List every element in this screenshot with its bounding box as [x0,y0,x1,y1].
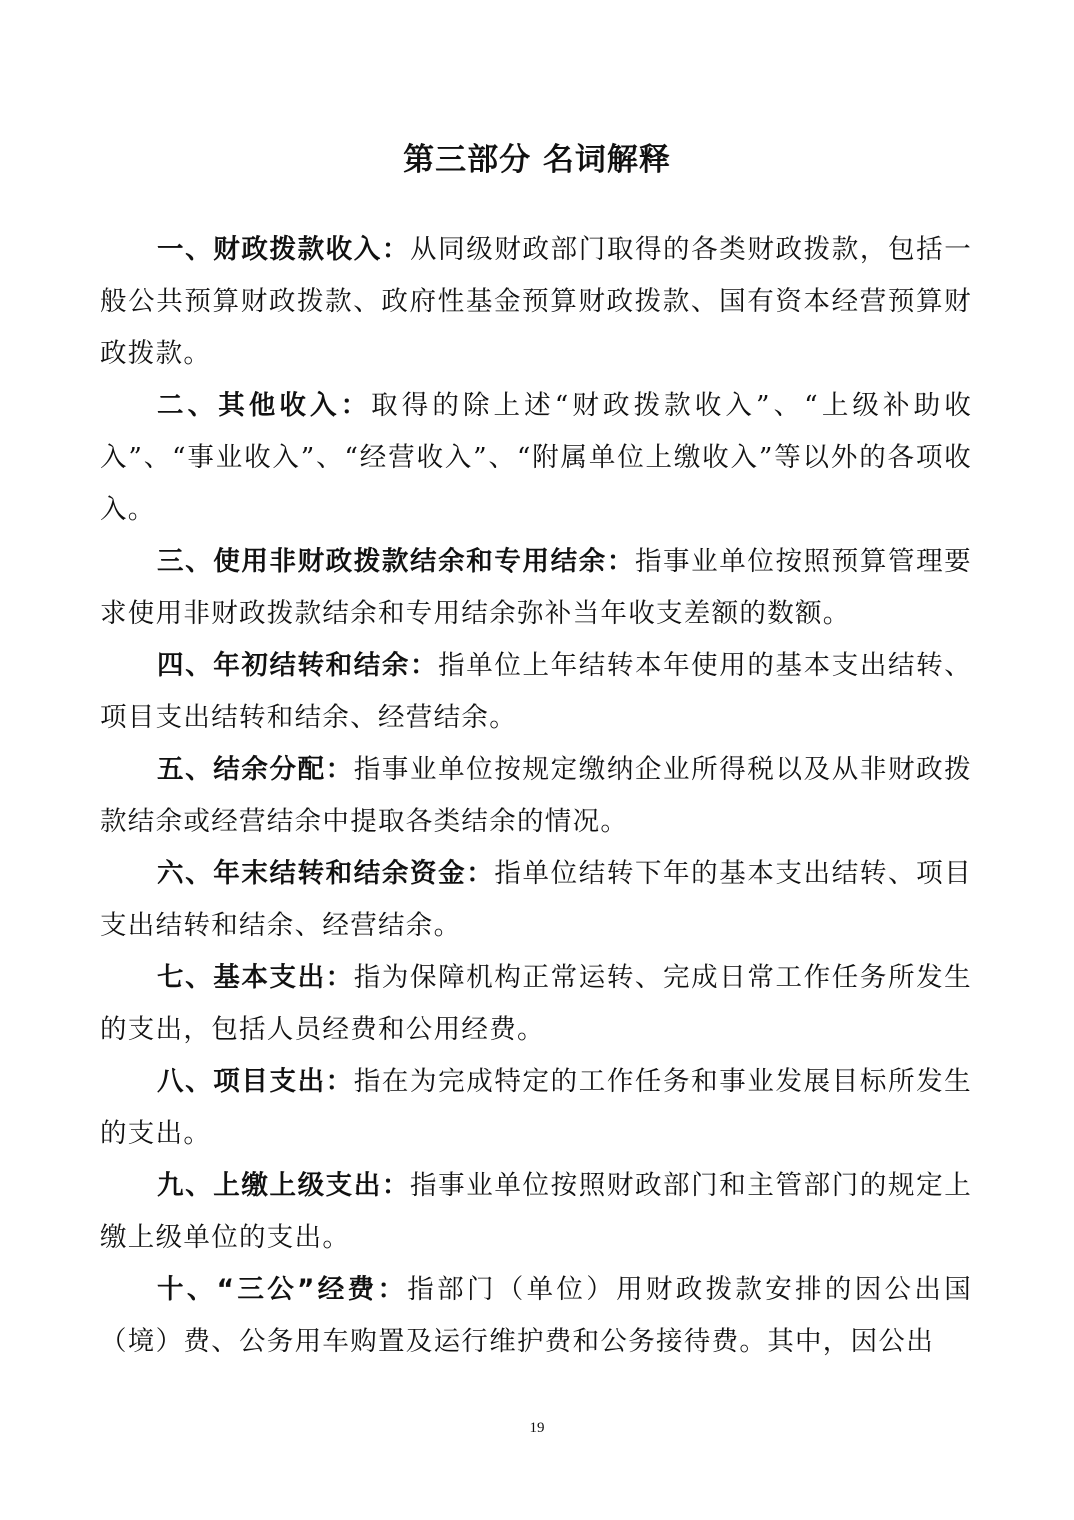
glossary-entry [100,1264,972,1368]
glossary-entry [100,640,972,744]
glossary-entry [100,536,972,640]
glossary-definition: 指事业单位按照预算管理要求使用非财政拨款结余和专用结余弥补当年收支差额的数额。 [100,546,972,629]
glossary-term: 十、“三公”经费： [157,1274,408,1305]
glossary-definition: 指事业单位按规定缴纳企业所得税以及从非财政拨款结余或经营结余中提取各类结余的情况。 [100,754,972,837]
glossary-term: 八、项目支出： [157,1066,354,1097]
glossary-definition: 指在为完成特定的工作任务和事业发展目标所发生的支出。 [100,1066,972,1149]
glossary-entry [100,744,972,848]
glossary-definition: 指单位上年结转本年使用的基本支出结转、项目支出结转和结余、经营结余。 [100,650,973,733]
glossary-term: 六、年末结转和结余资金： [157,858,495,889]
glossary-term: 一、财政拨款收入： [157,234,411,265]
glossary-entry [100,952,972,1056]
glossary-term: 九、上缴上级支出： [157,1170,411,1201]
glossary-term: 三、使用非财政拨款结余和专用结余： [157,546,635,577]
glossary-definition: 指部门（单位）用财政拨款安排的因公出国（境）费、公务用车购置及运行维护费和公务接待费。其中，因公出 [100,1274,972,1357]
glossary-term: 七、基本支出： [157,962,354,993]
glossary-entry [100,848,972,952]
glossary-term: 二、其他收入： [157,390,372,421]
glossary-entry [100,1056,972,1160]
glossary-definition: 指事业单位按照财政部门和主管部门的规定上缴上级单位的支出。 [100,1170,973,1253]
glossary-definition: 指为保障机构正常运转、完成日常工作任务所发生的支出，包括人员经费和公用经费。 [100,962,972,1045]
glossary-definition: 取得的除上述“财政拨款收入”、“上级补助收入”、“事业收入”、“经营收入”、“附属单位上缴收入”等以外的各项收入。 [100,390,972,525]
page-number: 19 [529,1420,545,1436]
glossary-definition: 从同级财政部门取得的各类财政拨款，包括一般公共预算财政拨款、政府性基金预算财政拨款、国有资本经营预算财政拨款。 [100,234,973,369]
glossary-term: 四、年初结转和结余： [157,650,439,681]
glossary-body [100,224,972,1368]
glossary-definition: 指单位结转下年的基本支出结转、项目支出结转和结余、经营结余。 [100,858,972,941]
glossary-entry [100,224,972,380]
glossary-entry [100,380,972,536]
page-title: 第三部分 名词解释 [403,142,671,178]
glossary-entry [100,1160,972,1264]
glossary-term: 五、结余分配： [157,754,354,785]
